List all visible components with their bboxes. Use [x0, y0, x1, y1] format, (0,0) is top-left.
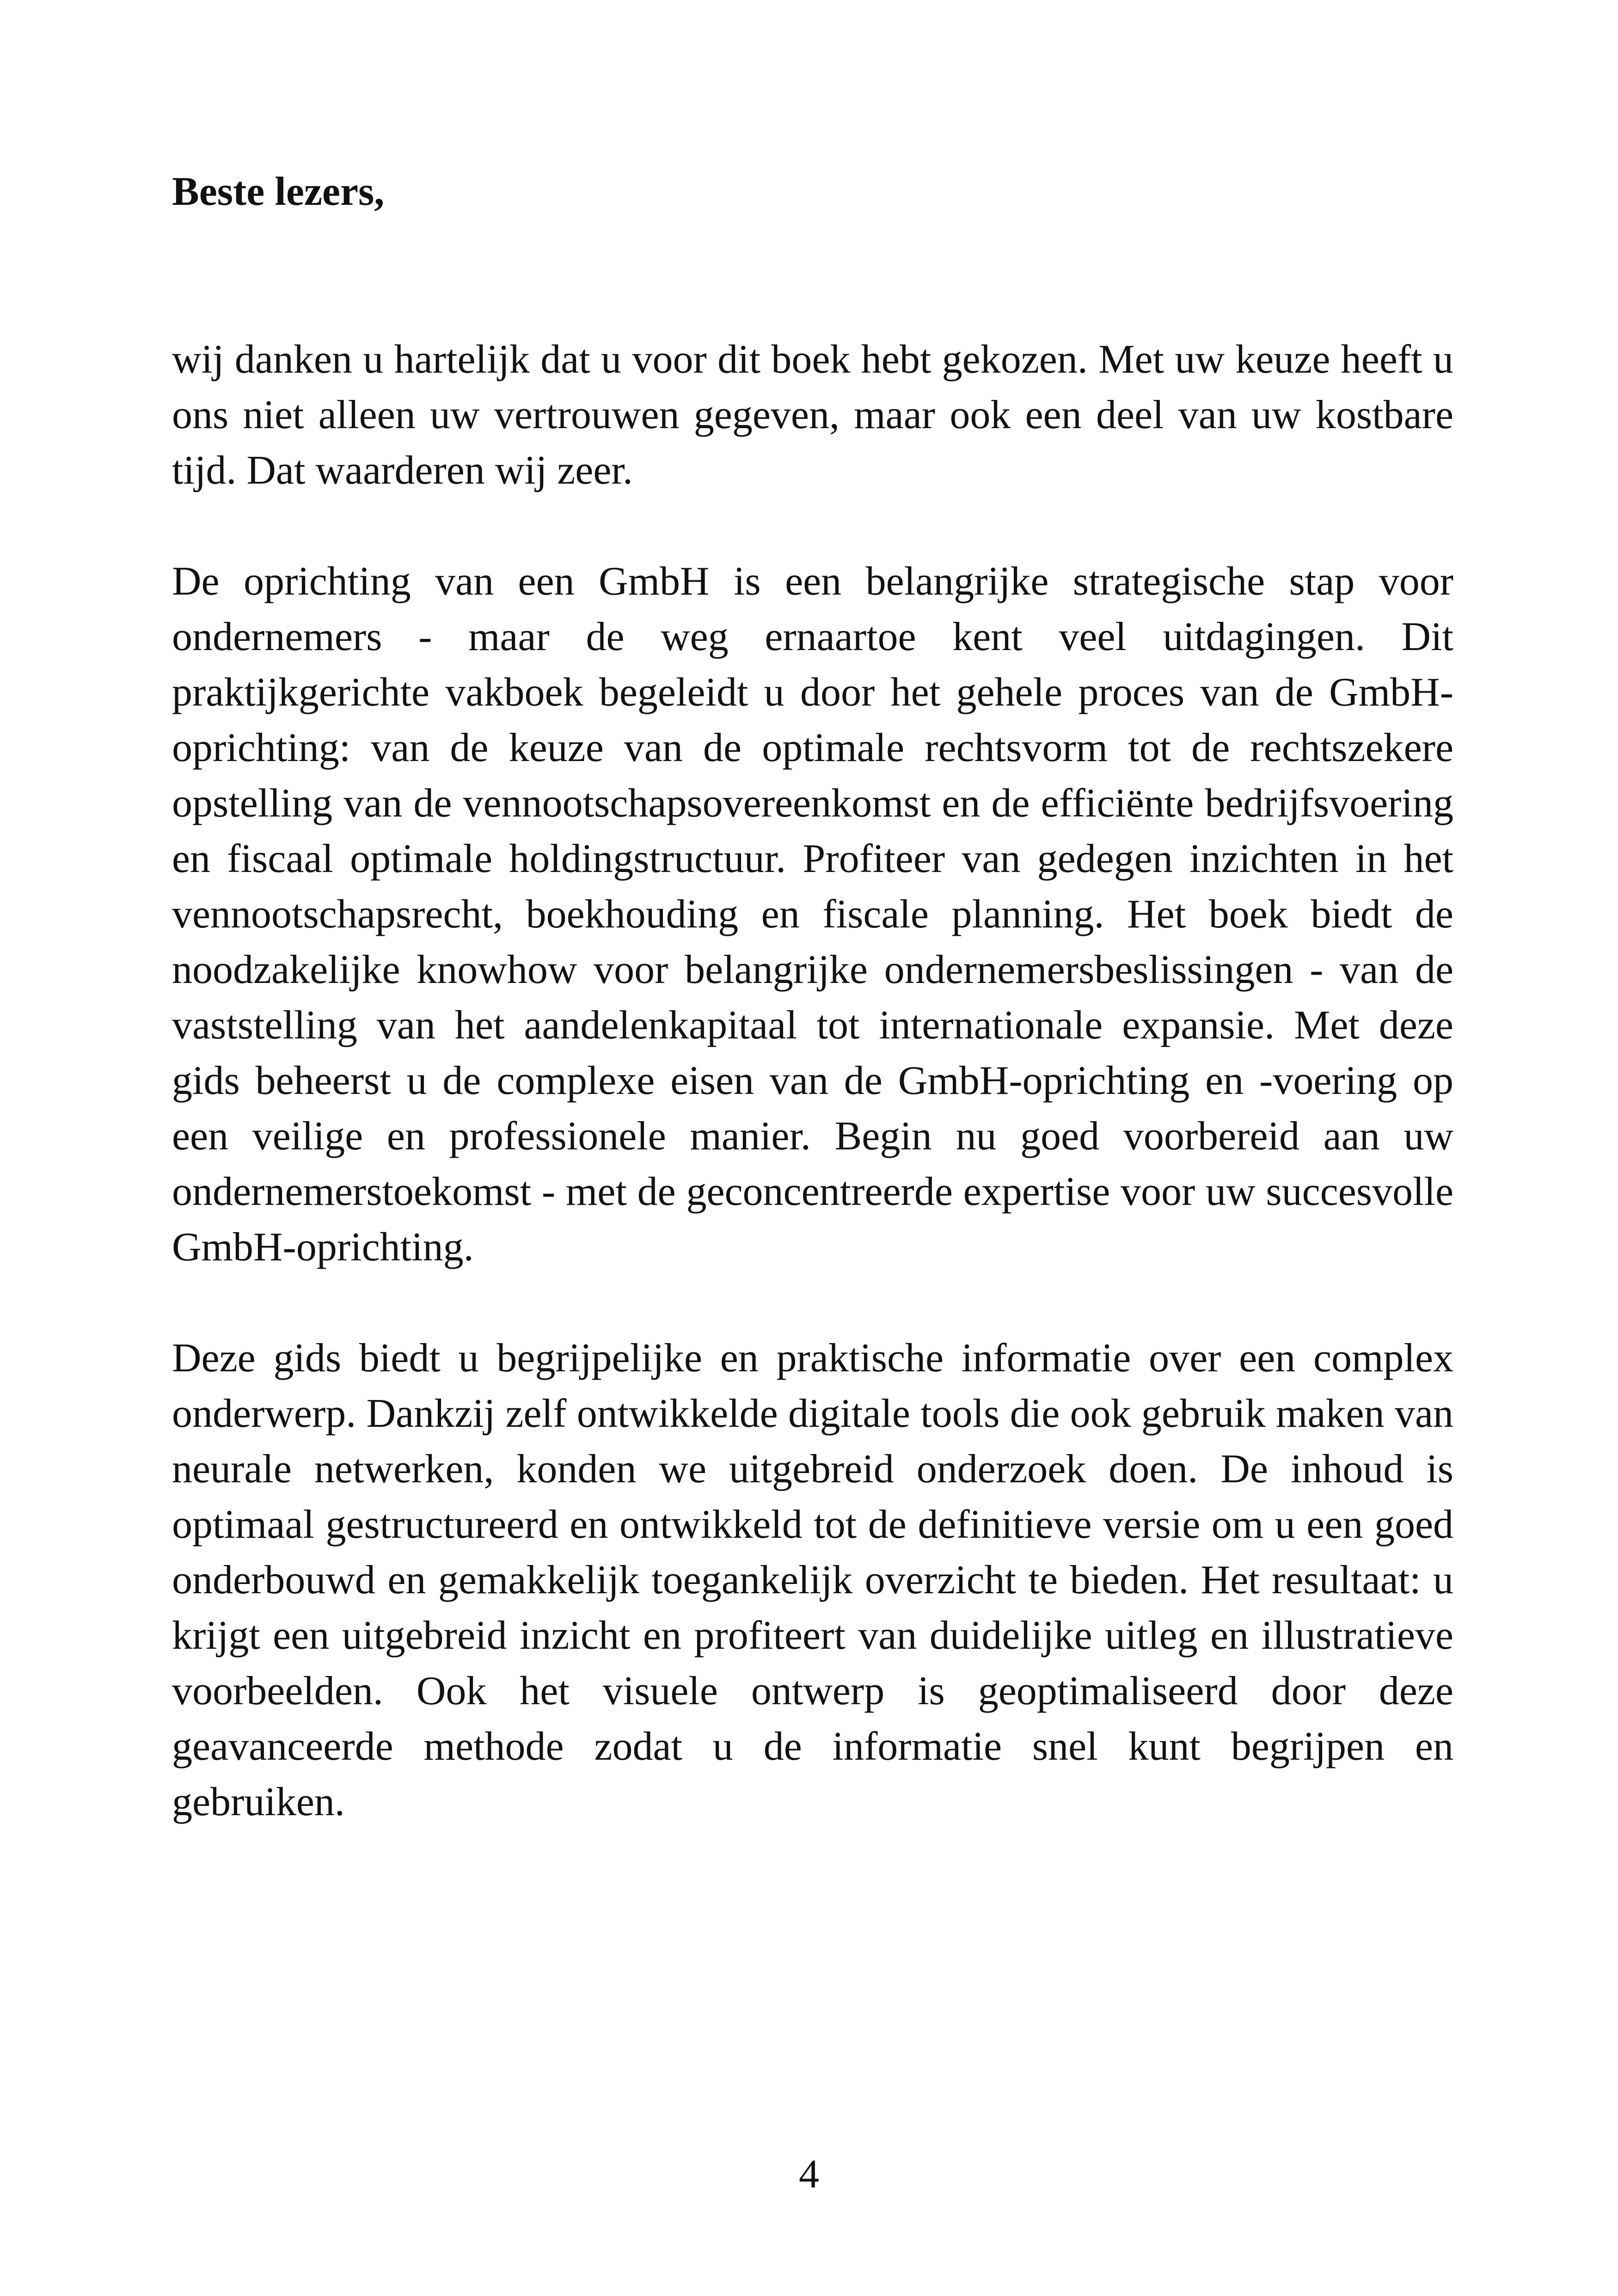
paragraph-thanks: wij danken u hartelijk dat u voor dit boek hebt gekozen. Met uw keuze heeft u ons niet alleen uw vertrouwen gegeven, maar ook een deel van uw kostbare tijd. Dat waarderen wij zeer.: [172, 337, 1453, 493]
page-body: [172, 166, 1453, 1830]
page-number: 4: [799, 2152, 819, 2197]
salutation-heading: Beste lezers,: [172, 169, 385, 214]
paragraph-guide-method: Deze gids biedt u begrijpelijke en praktische informatie over een complex onderwerp. Dankzij zelf ontwikkelde digitale tools die ook gebruik maken van neurale netwerken, konden we uitgebreid onderzoek doen. De inhoud is optimaal gestructureerd en ontwikkeld tot de definitieve versie om u een goed onderbouwd en gemakkelijk toegankelijk overzicht te bieden. Het resultaat: u krijgt een uitgebreid inzicht en profiteert van duidelijke uitleg en illustratieve voorbeelden. Ook het visuele ontwerp is geoptimaliseerd door deze geavanceerde methode zodat u de informatie snel kunt begrijpen en gebruiken.: [172, 1336, 1453, 1824]
paragraph-gmbh-founding: De oprichting van een GmbH is een belangrijke strategische stap voor ondernemers - maar de weg ernaartoe kent veel uitdagingen. Dit praktijkgerichte vakboek begeleidt u door het gehele proces van de GmbH-oprichting: van de keuze van de optimale rechtsvorm tot de rechtszekere opstelling van de vennootschapsovereenkomst en de efficiënte bedrijfsvoering en fiscaal optimale holdingstructuur. Profiteer van gedegen inzichten in het vennootschapsrecht, boekhouding en fiscale planning. Het boek biedt de noodzakelijke knowhow voor belangrijke ondernemersbeslissingen - van de vaststelling van het aandelenkapitaal tot internationale expansie. Met deze gids beheerst u de complexe eisen van de GmbH-oprichting en -voering op een veilige en professionele manier. Begin nu goed voorbereid aan uw ondernemerstoekomst - met de geconcentreerde expertise voor uw succesvolle GmbH-oprichting.: [172, 559, 1453, 1270]
